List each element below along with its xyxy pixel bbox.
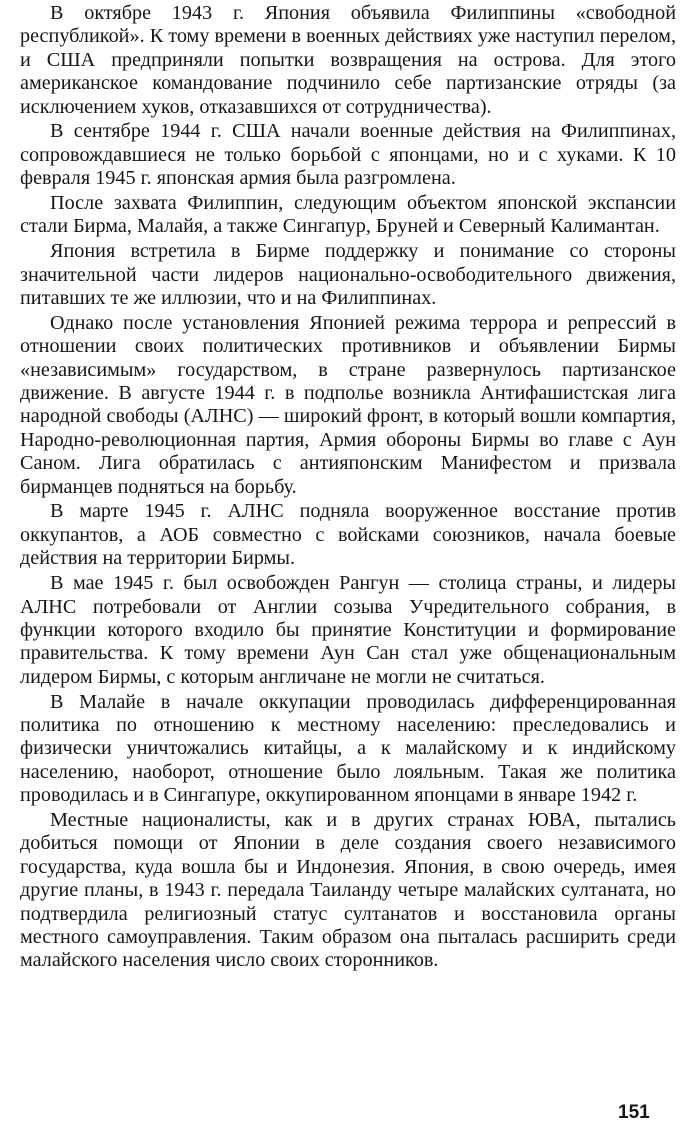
page-number: 151 — [618, 1102, 650, 1123]
paragraph-next-targets: После захвата Филиппин, следующим объектом японской экспансии стали Бирма, Малайя, а также Сингапур, Бруней и Северный Калимантан. — [20, 192, 676, 238]
paragraph-rangoon: В мае 1945 г. был освобожден Рангун — столица страны, и лидеры АЛНС потребовали от Англии созыва Учредительного собрания, в функции которого входило бы принятие Конституции и формирование правительства. К тому времени Аун Сан стал уже общенациональным лидером Бирмы, с которым англичане не могли не считаться. — [20, 572, 676, 688]
paragraph-nationalists: Местные националисты, как и в других странах ЮВА, пытались добиться помощи от Японии в деле создания своего независимого государства, куда вошла бы и Индонезия. Япония, в свою очередь, имея другие планы, в 1943 г. передала Таиланду четыре малайских султаната, но подтвердила религиозный статус султанатов и восстановила органы местного самоуправления. Таким образом она пыталась расширить среди малайского населения число своих сторонников. — [20, 808, 676, 972]
paragraph-burma-support: Япония встретила в Бирме поддержку и понимание со стороны значительной части лидеров национально-освободительного движения, питавших те же иллюзии, что и на Филиппинах. — [20, 240, 676, 310]
paragraph-uprising: В марте 1945 г. АЛНС подняла вооруженное восстание против оккупантов, а АОБ совместно с войсками союзников, начала боевые действия на территории Бирмы. — [20, 500, 676, 570]
body-text — [20, 2, 676, 974]
paragraph-philippines-republic: В октябре 1943 г. Япония объявила Филиппины «свободной республикой». К тому времени в военных действиях уже наступил перелом, и США предприняли попытки возвращения на острова. Для этого американское командование подчинило себе партизанские отряды (за исключением хуков, отказавшихся от сотрудничества). — [20, 2, 676, 118]
paragraph-malaya-policy: В Малайе в начале оккупации проводилась дифференцированная политика по отношению к местному населению: преследовались и физически уничтожались китайцы, а к малайскому и к индийскому населению, наоборот, отношение было лояльным. Такая же политика проводилась и в Сингапуре, оккупированном японцами в январе 1942 г. — [20, 690, 676, 807]
paragraph-us-operations: В сентябре 1944 г. США начали военные действия на Филиппинах, сопровождавшиеся не только борьбой с японцами, но и с хуками. К 10 февраля 1945 г. японская армия была разгромлена. — [20, 120, 676, 190]
paragraph-afpfl: Однако после установления Японией режима террора и репрессий в отношении своих политических противников и объявлении Бирмы «независимым» государством, в стране развернулось партизанское движение. В августе 1944 г. в подполье возникла Антифашистская лига народной свободы (АЛНС) — широкий фронт, в который вошли компартия, Народно-революционная партия, Армия обороны Бирмы во главе с Аун Саном. Лига обратилась с антияпонским Манифестом и призвала бирманцев подняться на борьбу. — [20, 311, 676, 498]
